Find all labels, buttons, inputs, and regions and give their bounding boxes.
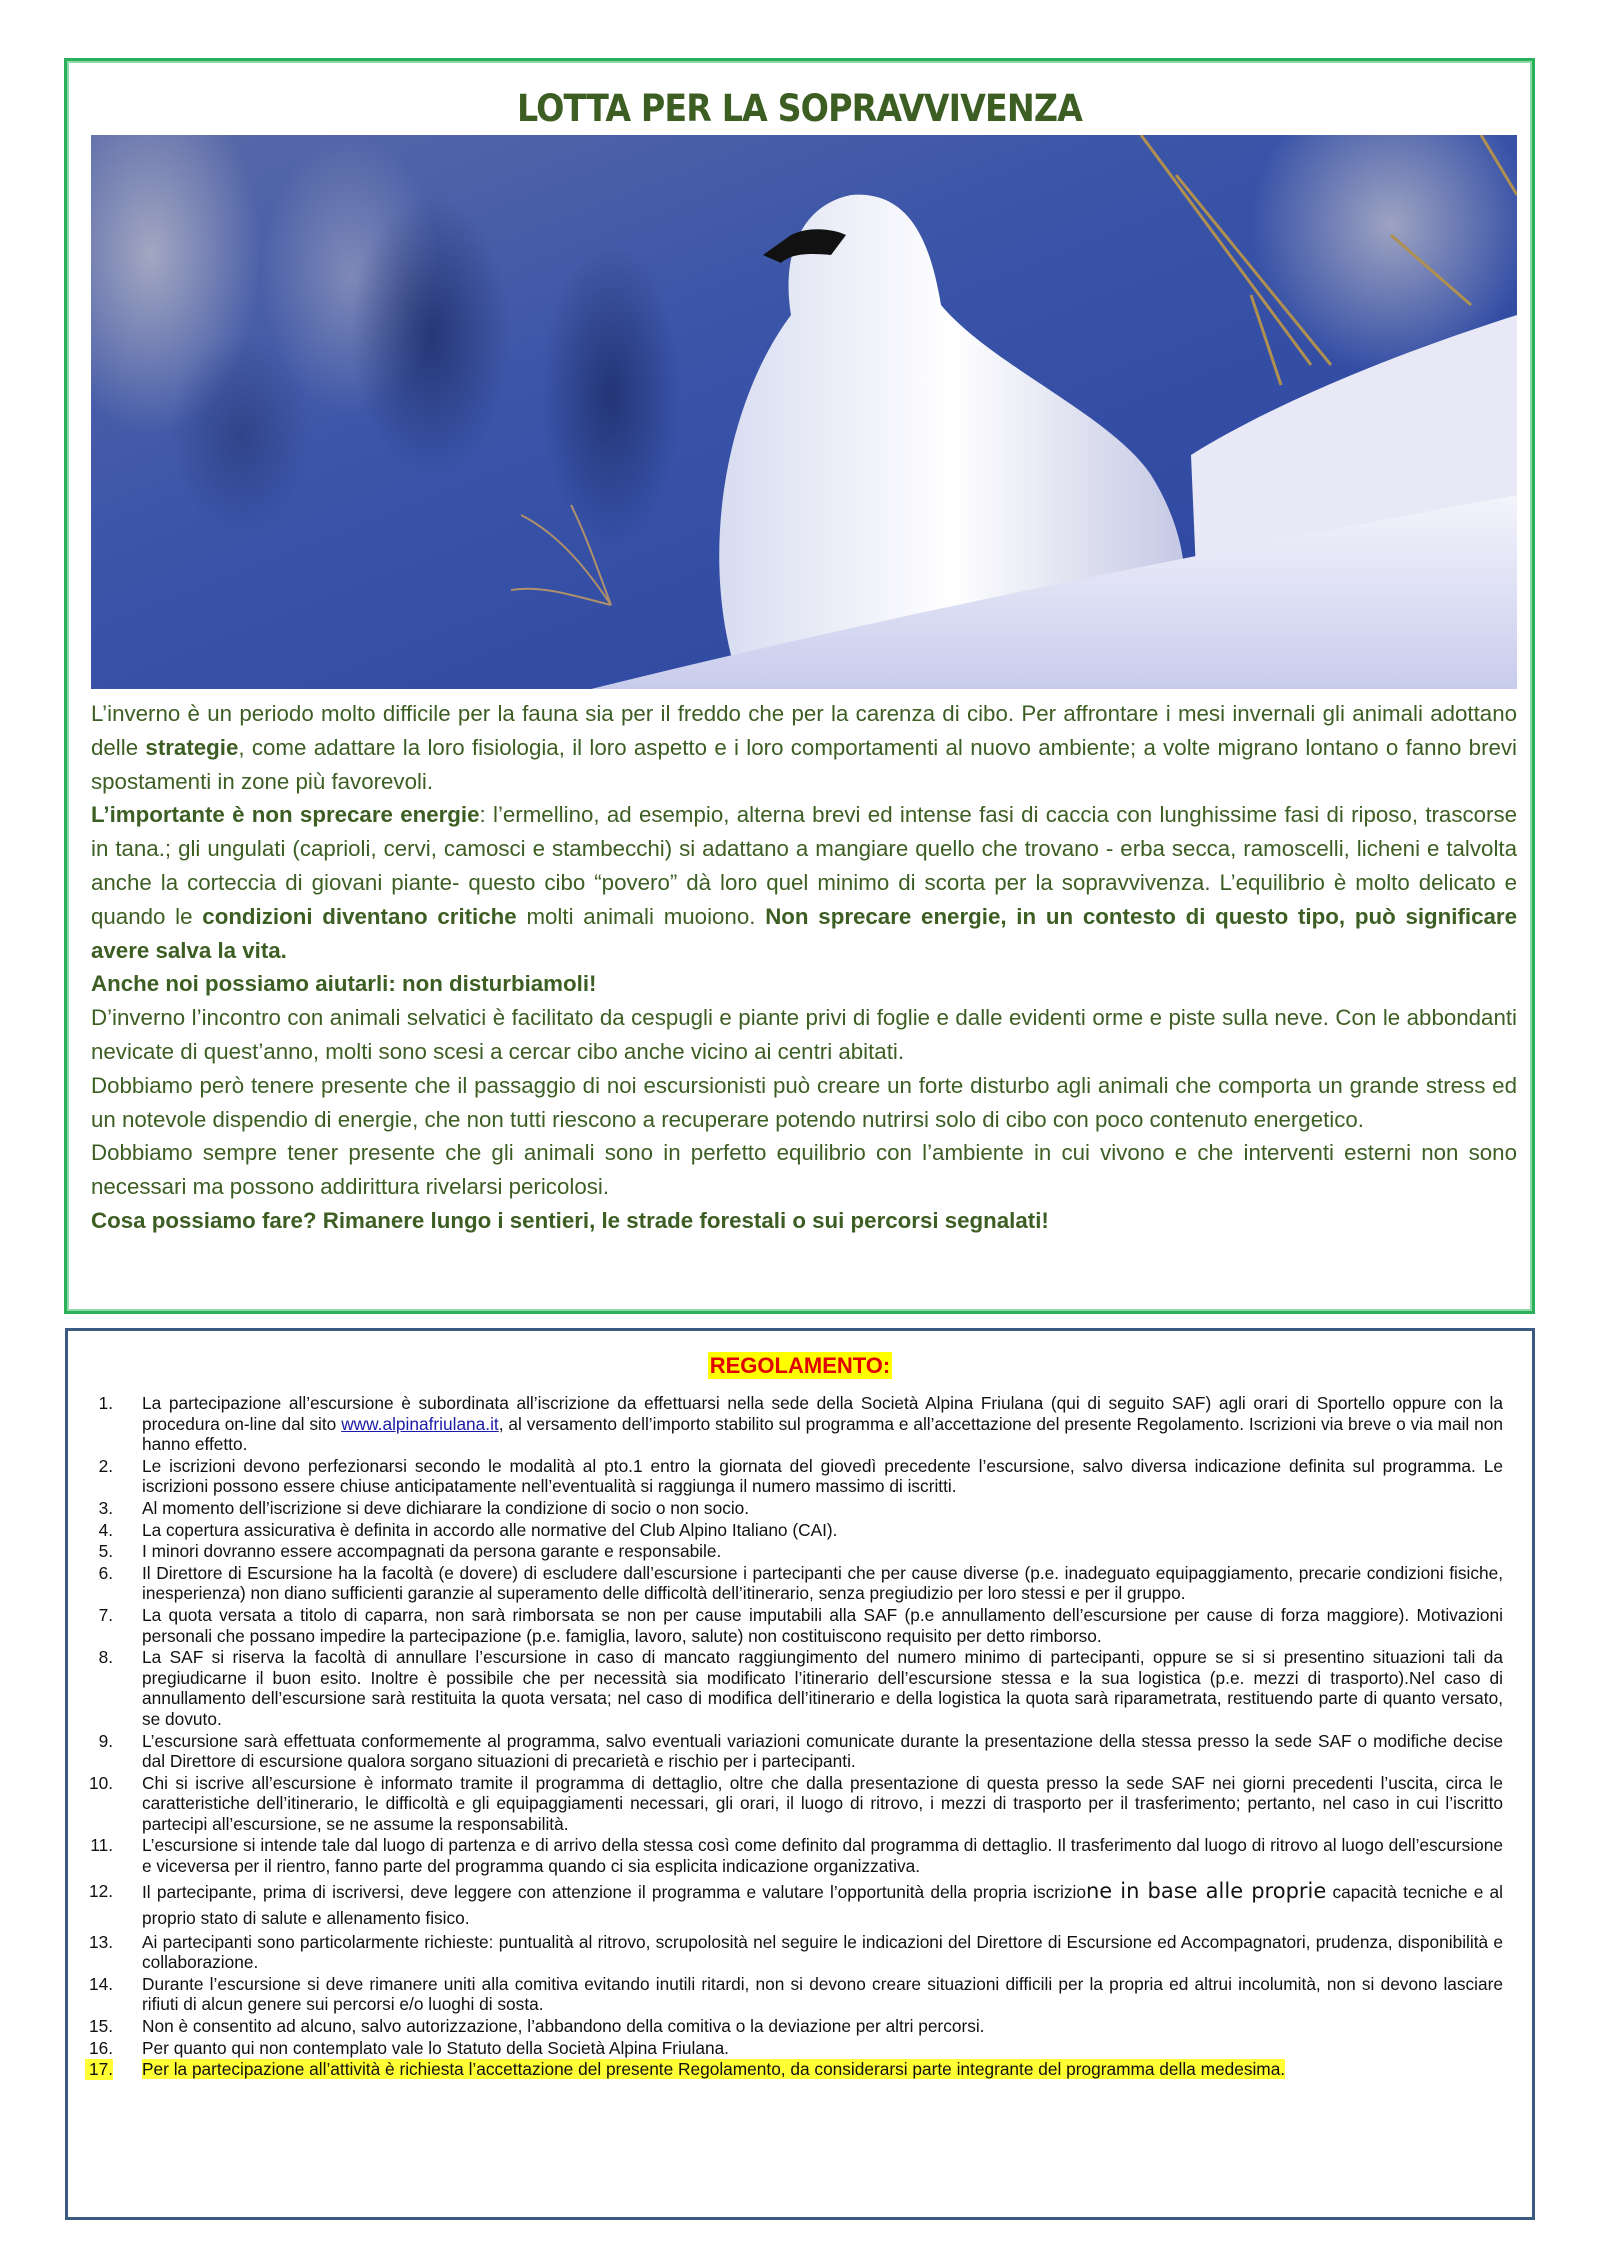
ptarmigan-photo bbox=[91, 135, 1517, 689]
rule-item: 2. Le iscrizioni devono perfezionarsi secondo le modalità al pto.1 entro la giornata del giovedì precedente l’escursione, salvo diversa indicazione definita sul programma. Le iscrizioni possono essere chiuse anticipatamente nell’eventualità si raggiunga il numero massimo di iscritti. bbox=[98, 1455, 1503, 1497]
paragraph-what-to-do: Cosa possiamo fare? Rimanere lungo i sentieri, le strade forestali o sui percorsi segnalati! bbox=[91, 1207, 1049, 1233]
paragraph-disturbance: Dobbiamo però tenere presente che il passaggio di noi escursionisti può creare un forte disturbo agli animali che comporta un grande stress ed un notevole dispendio di energie, che non tutti riescono a recuperare potendo nutrirsi solo di cibo con poco contenuto energetico. bbox=[91, 1072, 1517, 1132]
rule-item: 13. Ai partecipanti sono particolarmente richieste: puntualità al ritrovo, scrupolosità nel seguire le indicazioni del Direttore di Escursione ed Accompagnatori, prudenza, disponibilità e collaborazione. bbox=[88, 1931, 1503, 1973]
rule-item: 10. Chi si iscrive all’escursione è informato tramite il programma di dettaglio, oltre che dalla presentazione di questa presso la sede SAF nei giorni precedenti l’uscita, circa le caratteristiche dell’itinerario, le difficoltà e gli equipaggiamenti necessari, gli orari, il luogo di ritrovo, i mezzi di trasporto per il trasferimento; pertanto, nel caso in cui l’iscritto partecipi all’escursione, se ne assume la responsabilità. bbox=[88, 1772, 1503, 1834]
regolamento-box bbox=[65, 1328, 1535, 2220]
alpinafriulana-link[interactable]: www.alpinafriulana.it bbox=[341, 1413, 499, 1434]
regolamento-heading: REGOLAMENTO: bbox=[709, 1353, 891, 1378]
rule-item: 8. La SAF si riserva la facoltà di annullare l’escursione in caso di mancato raggiungimento del numero minimo di partecipanti, oppure se si si presentino situazioni tali da pregiudicarne il buon esito. Inoltre è possibile che per necessità sia modificato l’itinerario dell’escursione stessa e la sua logistica (p.e. mezzi di trasporto).Nel caso di annullamento dell’escursione sarà restituita la quota versata; nel caso di modifica dell’itinerario e della logistica la quota sarà riparametrata, restituendo parte di quanto versato, se dovuto. bbox=[98, 1647, 1503, 1729]
ptarmigan-in-snow-photo-icon bbox=[91, 135, 1517, 689]
rule-item: 15. Non è consentito ad alcuno, salvo autorizzazione, l’abbandono della comitiva o la deviazione per altri percorsi. bbox=[88, 2016, 985, 2037]
paragraph-equilibrium: Dobbiamo sempre tener presente che gli animali sono in perfetto equilibrio con l’ambiente in cui vivono e che interventi esterni non sono necessari ma possono addirittura rivelarsi pericolosi. bbox=[91, 1140, 1517, 1200]
article-box bbox=[64, 58, 1535, 1314]
article-title: LOTTA PER LA SOPRAVVIVENZA bbox=[516, 87, 1082, 130]
rule-item: 7. La quota versata a titolo di caparra, non sarà rimborsata se non per cause imputabili alla SAF (p.e annullamento dell’escursione per cause di forza maggiore). Motivazioni personali che possano impedire la partecipazione (p.e. famiglia, lavoro, salute) non costituiscono requisito per detto rimborso. bbox=[98, 1604, 1503, 1646]
rule-item: 3. Al momento dell’iscrizione si deve dichiarare la condizione di socio o non socio. bbox=[98, 1497, 750, 1518]
article-body bbox=[91, 697, 1517, 1238]
rule-item: 16. Per quanto qui non contemplato vale lo Statuto della Società Alpina Friulana. bbox=[88, 2037, 729, 2058]
rule-item: 9. L’escursione sarà effettuata conformemente al programma, salvo eventuali variazioni comunicate durante la presentazione della stessa presso la sede SAF o modifiche decise dal Direttore di escursione qualora sorgano situazioni di precarietà e rischio per i partecipanti. bbox=[98, 1730, 1503, 1772]
regolamento-list bbox=[85, 1393, 1503, 2081]
paragraph-help: Anche noi possiamo aiutarli: non disturbiamoli! bbox=[91, 971, 597, 997]
paragraph-intro: L’inverno è un periodo molto difficile per la fauna sia per il freddo che per la carenza di cibo. Per affrontare i mesi invernali gli animali adottano delle strategie, come adattare la loro fisiologia, il loro aspetto e i loro comportamenti al nuovo ambiente; a volte migrano lontano o fanno brevi spostamenti in zone più favorevoli. bbox=[91, 701, 1517, 794]
rule-item: 12. Il partecipante, prima di iscriversi, deve leggere con attenzione il programma e valutare l’opportunità della propria iscrizione in base alle proprie capacità tecniche e al proprio stato di salute e allenamento fisico. bbox=[88, 1878, 1503, 1928]
rule-item: 6. Il Direttore di Escursione ha la facoltà (e dovere) di escludere dall’escursione i partecipanti che per cause diverse (p.e. inadeguato equipaggiamento, precarie condizioni fisiche, inesperienza) non diano sufficienti garanzie al superamento delle difficoltà dell’itinerario, senza pregiudizio per loro stessi e per il gruppo. bbox=[98, 1562, 1503, 1604]
paragraph-encounter: D’inverno l’incontro con animali selvatici è facilitato da cespugli e piante privi di foglie e dalle evidenti orme e piste sulla neve. Con le abbondanti nevicate di quest’anno, molti sono scesi a cercar cibo anche vicino ai centri abitati. bbox=[91, 1005, 1517, 1064]
rule-item: 5. I minori dovranno essere accompagnati da persona garante e responsabile. bbox=[98, 1541, 722, 1562]
rule-item: 11. L’escursione si intende tale dal luogo di partenza e di arrivo della stessa così come definito dal programma di dettaglio. Il trasferimento dal luogo di ritrovo al luogo dell’escursione e viceversa per il rientro, fanno parte del programma quando ci sia esplicita indicazione organizzativa. bbox=[90, 1835, 1503, 1877]
rule-item: 4. La copertura assicurativa è definita in accordo alle normative del Club Alpino Italiano (CAI). bbox=[98, 1519, 838, 1540]
rule-item: 1. La partecipazione all’escursione è subordinata all’iscrizione da effettuarsi nella sede della Società Alpina Friulana (qui di seguito SAF) agli orari di Sportello oppure con la procedura on-line dal sito www.alpinafriulana.it, al versamento dell’importo stabilito sul programma e all’accettazione del presente Regolamento. Iscrizioni via breve o via mail non hanno effetto. bbox=[98, 1393, 1503, 1455]
paragraph-energy: L’importante è non sprecare energie: l’ermellino, ad esempio, alterna brevi ed intense fasi di caccia con lunghissime fasi di riposo, trascorse in tana.; gli ungulati (caprioli, cervi, camosci e stambecchi) si adattano a mangiare quello che trovano - erba secca, ramoscelli, licheni e talvolta anche la corteccia di giovani piante- questo cibo “povero” dà loro quel minimo di scorta per la sopravvivenza. L’equilibrio è molto delicato e quando le condizioni diventano critiche molti animali muoiono. Non sprecare energie, in un contesto di questo tipo, può significare avere salva la vita. bbox=[91, 802, 1518, 963]
rule-item: 14. Durante l’escursione si deve rimanere uniti alla comitiva evitando inutili ritardi, non si devono creare situazioni difficili per la propria ed altrui incolumità, non si devono lasciare rifiuti di alcun genere sui percorsi e/o luoghi di sosta. bbox=[88, 1973, 1503, 2015]
rule-item-highlighted: 17. Per la partecipazione all’attività è richiesta l’accettazione del presente Regolamento, da considerarsi parte integrante del programma della medesima. bbox=[85, 2059, 1503, 2080]
